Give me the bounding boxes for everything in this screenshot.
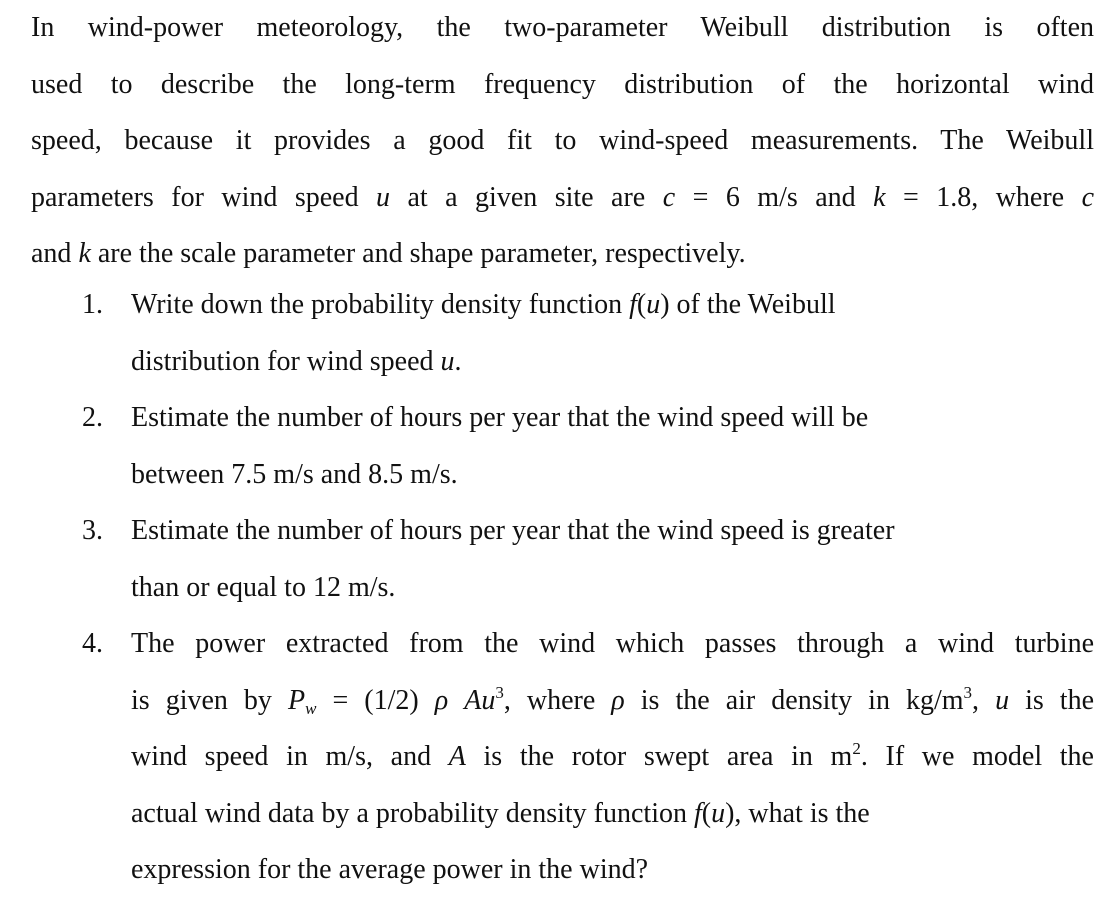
intro-line <box>31 170 1094 227</box>
var-rho: ρ <box>611 684 625 716</box>
intro-text: parameters for wind speed <box>31 181 377 213</box>
question-text: . <box>454 345 462 377</box>
question-text: is given by <box>131 684 288 716</box>
intro-text: at a given site are <box>390 181 663 213</box>
superscript-2: 2 <box>852 739 861 758</box>
var-f: f <box>629 289 637 320</box>
var-f: f <box>693 797 702 829</box>
question-line: The power extracted from the wind which passes through a wind turbine <box>131 628 1094 659</box>
var-p: P <box>287 684 306 716</box>
question-body <box>131 277 1094 390</box>
question-text: , <box>972 684 996 716</box>
question-text: . If we model the <box>860 741 1094 772</box>
subscript-w: w <box>305 698 317 718</box>
intro-text: and <box>31 238 79 269</box>
question-line <box>131 786 1094 843</box>
intro-text: are the scale parameter and shape parameter, respectively. <box>90 238 746 269</box>
question-line: than or equal to 12 m/s. <box>131 571 396 603</box>
intro-text: speed, because it provides a good fit to wind-speed measurements. The Weibull <box>31 125 1094 156</box>
superscript-3: 3 <box>963 682 973 702</box>
intro-text: used to describe the long-term frequency distribution of the horizontal wind <box>31 68 1094 100</box>
question-text: distribution for wind speed <box>131 345 441 377</box>
question-text: = (1/2) <box>316 684 435 716</box>
question-text: ( <box>701 797 712 829</box>
intro-line <box>31 113 1094 170</box>
question-body <box>131 616 1094 899</box>
question-line <box>131 673 1094 730</box>
superscript-3: 3 <box>495 682 504 702</box>
var-rho: ρ <box>434 684 449 716</box>
question-text: is the rotor swept area in m <box>465 741 853 772</box>
question-text: is the air density in kg/m <box>624 684 964 716</box>
question-line <box>131 334 1094 391</box>
intro-line <box>31 0 1094 57</box>
question-text: ( <box>636 289 647 320</box>
var-u: u <box>995 684 1010 716</box>
var-u: u <box>711 797 726 829</box>
intro-text: = 1.8, where <box>885 181 1082 213</box>
question-number: 1. <box>82 289 103 320</box>
question-number: 2. <box>82 402 103 433</box>
intro-line <box>31 226 1094 283</box>
question-text: Write down the probability density function <box>131 289 630 320</box>
question-body <box>131 390 1094 503</box>
question-text: , where <box>503 684 612 716</box>
question-line: between 7.5 m/s and 8.5 m/s. <box>131 458 458 490</box>
intro-line <box>31 57 1094 114</box>
question-text: is the <box>1009 684 1095 716</box>
var-a: A <box>448 741 466 772</box>
var-k: k <box>78 238 91 269</box>
var-u: u <box>376 181 391 213</box>
question-text: ) of the Weibull <box>660 289 836 320</box>
question-line <box>131 277 1094 334</box>
question-line: Estimate the number of hours per year that the wind speed is greater <box>131 515 895 546</box>
var-k: k <box>873 181 886 213</box>
question-text: ), what is the <box>725 797 870 829</box>
question-text: actual wind data by a probability density function <box>131 797 694 829</box>
question-text: wind speed in m/s, and <box>131 741 449 772</box>
var-u: u <box>646 289 661 320</box>
intro-text: In wind-power meteorology, the two-parameter Weibull distribution is often <box>31 12 1094 43</box>
var-c: c <box>1081 181 1095 213</box>
question-line: Estimate the number of hours per year that the wind speed will be <box>131 402 869 433</box>
question-number: 3. <box>82 515 103 546</box>
question-line <box>131 729 1094 786</box>
intro-paragraph <box>31 0 1094 283</box>
var-u: u <box>440 345 455 377</box>
question-line: expression for the average power in the wind? <box>131 854 649 885</box>
var-c: c <box>662 181 676 213</box>
question-body <box>131 503 1094 616</box>
intro-text: = 6 m/s and <box>675 181 874 213</box>
question-number: 4. <box>82 628 103 659</box>
var-au: Au <box>448 684 496 716</box>
